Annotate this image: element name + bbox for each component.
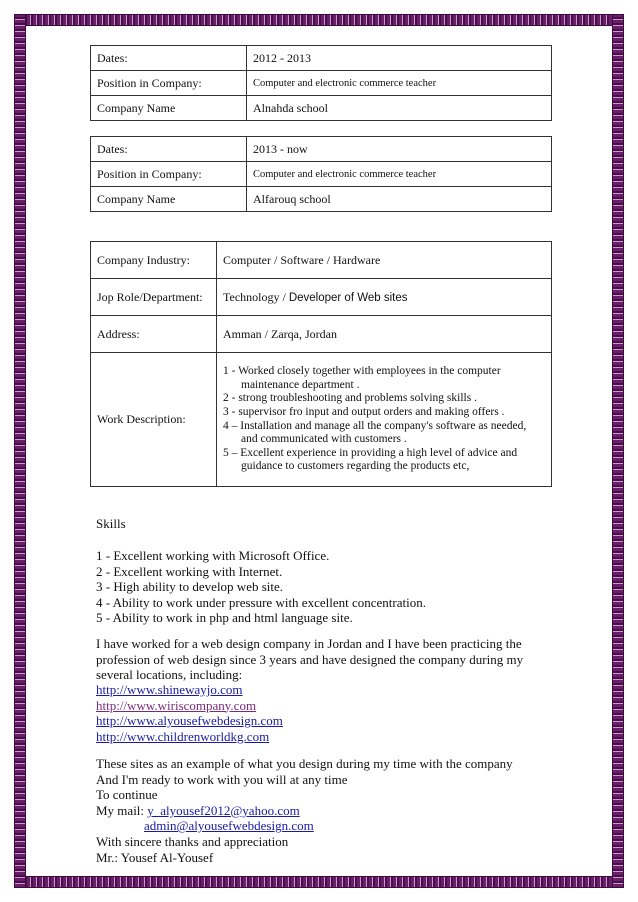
- list-item: 3 - High ability to develop web site.: [96, 579, 284, 595]
- signature: Mr.: Yousef Al-Yousef: [96, 849, 214, 865]
- role-value-b: Developer of Web sites: [288, 291, 408, 304]
- table-row: [91, 46, 552, 71]
- dates-value: 2012 - 2013: [247, 46, 552, 71]
- job-table-1: [90, 45, 552, 121]
- list-item: 5 – Excellent experience in providing a high level of advice and guidance to customers regarding the products etc,: [223, 446, 518, 473]
- list-item: 1 - Excellent working with Microsoft Office.: [96, 548, 330, 563]
- dates-label: Dates:: [91, 137, 247, 162]
- table-row: [91, 279, 552, 316]
- table-row: [91, 353, 552, 487]
- company-label: Company Name: [91, 187, 247, 212]
- table-row: [91, 242, 552, 279]
- page-border-bottom: [14, 876, 624, 888]
- work-label: Work Description:: [91, 353, 217, 487]
- company-details-table: [90, 241, 552, 487]
- mail-label: My mail:: [96, 802, 145, 818]
- company-value: Alfarouq school: [247, 187, 552, 212]
- dates-value: 2013 - now: [247, 137, 552, 162]
- table-row: [91, 96, 552, 121]
- list-item: 3 - supervisor fro input and output orders and making offers .: [223, 405, 505, 418]
- page-border-top: [14, 14, 624, 26]
- email-link[interactable]: y_alyousef2012@yahoo.com: [147, 802, 300, 818]
- mail-line-2: [96, 818, 556, 834]
- job-table-2: [90, 136, 552, 212]
- portfolio-link[interactable]: http://www.wiriscompany.com: [96, 697, 257, 713]
- industry-label: Company Industry:: [91, 242, 217, 279]
- company-value: Alnahda school: [247, 96, 552, 121]
- list-item: 1 - Worked closely together with employees in the computer maintenance department .: [223, 365, 501, 391]
- position-value: Computer and electronic commerce teacher: [247, 71, 552, 96]
- address-value: Amman / Zarqa, Jordan: [217, 316, 552, 353]
- closing-line: These sites as an example of what you design during my time with the company: [96, 756, 513, 771]
- paragraph-line: several locations, including:: [96, 667, 243, 683]
- table-row: [91, 71, 552, 96]
- role-label: Jop Role/Department:: [91, 279, 217, 316]
- position-value: Computer and electronic commerce teacher: [247, 162, 552, 187]
- thanks-line: With sincere thanks and appreciation: [96, 833, 289, 849]
- list-item: 2 - Excellent working with Internet.: [96, 563, 283, 579]
- dates-label: Dates:: [91, 46, 247, 71]
- email-link[interactable]: admin@alyousefwebdesign.com: [144, 818, 314, 834]
- table-row: [91, 316, 552, 353]
- experience-paragraph: [96, 636, 556, 683]
- page-border-left: [14, 14, 26, 888]
- table-row: [91, 137, 552, 162]
- list-item: 5 - Ability to work in php and html language site.: [96, 610, 353, 626]
- role-value-a: Technology /: [223, 289, 286, 304]
- portfolio-links: [96, 682, 556, 744]
- portfolio-link[interactable]: http://www.childrenworldkg.com: [96, 728, 270, 744]
- company-label: Company Name: [91, 96, 247, 121]
- page-border-right: [612, 14, 624, 888]
- closing-line: And I'm ready to work with you will at any time: [96, 771, 348, 787]
- work-list: [223, 365, 545, 474]
- list-item: 2 - strong troubleshooting and problems solving skills .: [223, 392, 477, 405]
- paragraph-line: profession of web design since 3 years and have designed the company during my: [96, 651, 524, 667]
- mail-line: [96, 803, 556, 819]
- portfolio-link[interactable]: http://www.shinewayjo.com: [96, 682, 243, 697]
- role-value: [217, 279, 552, 316]
- table-row: [91, 162, 552, 187]
- position-label: Position in Company:: [91, 162, 247, 187]
- position-label: Position in Company:: [91, 71, 247, 96]
- table-row: [91, 187, 552, 212]
- closing-section: [96, 756, 556, 865]
- work-description: [217, 353, 552, 487]
- skills-list: [96, 548, 556, 626]
- portfolio-link[interactable]: http://www.alyousefwebdesign.com: [96, 713, 283, 729]
- address-label: Address:: [91, 316, 217, 353]
- skills-heading: Skills: [96, 516, 126, 531]
- paragraph-line: I have worked for a web design company in Jordan and I have been practicing the: [96, 636, 522, 651]
- list-item: 4 - Ability to work under pressure with excellent concentration.: [96, 594, 426, 610]
- closing-line: To continue: [96, 787, 158, 803]
- list-item: 4 – Installation and manage all the company's software as needed, and communicated with customers .: [223, 419, 527, 446]
- industry-value: Computer / Software / Hardware: [217, 242, 552, 279]
